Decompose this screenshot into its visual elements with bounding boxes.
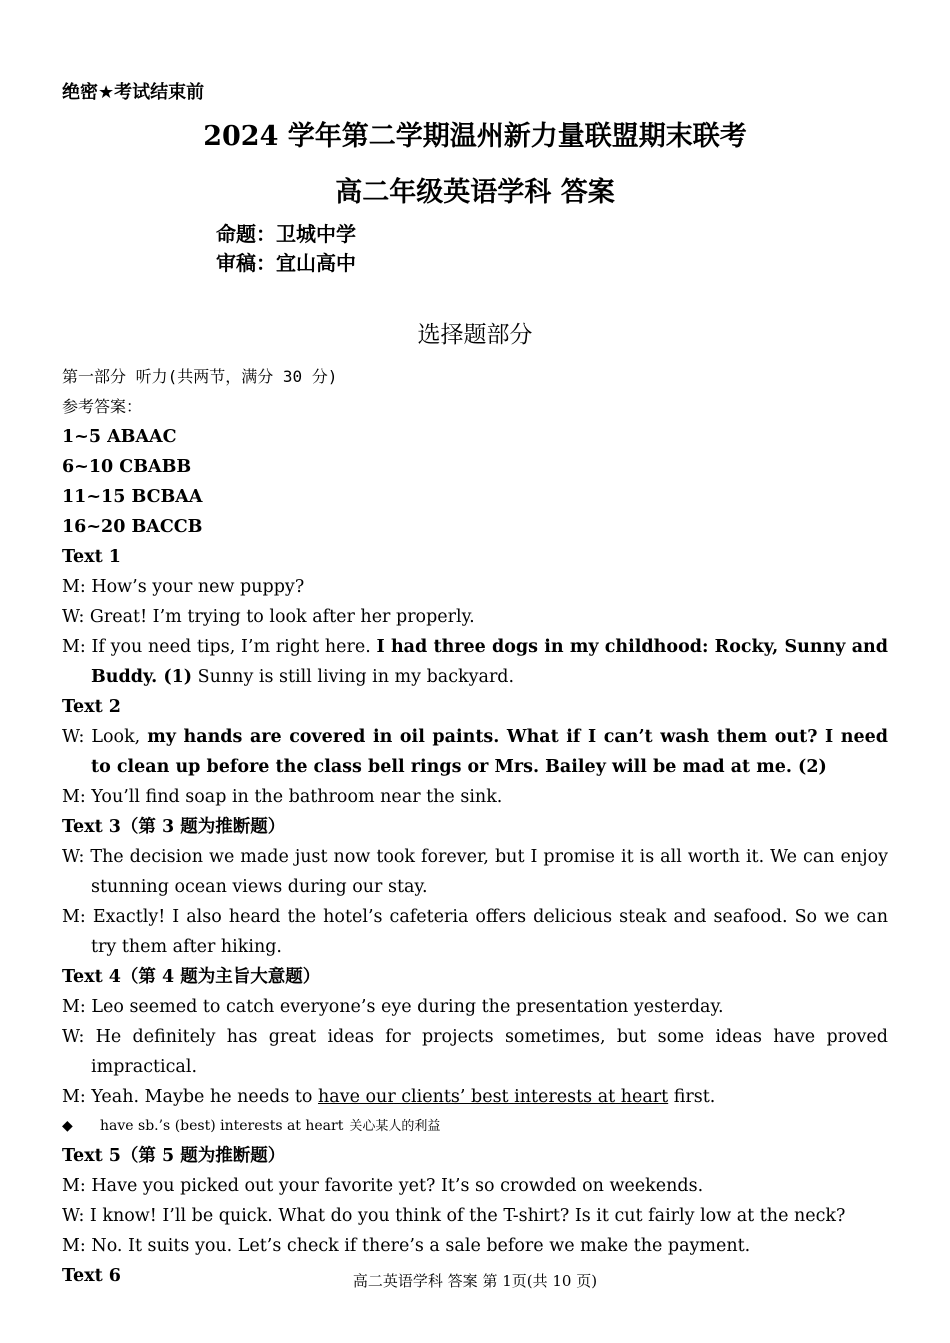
exam-subtitle: 高二年级英语学科 答案 <box>335 177 615 208</box>
dialogue-line: M: Leo seemed to catch everyone’s eye during the presentation yesterday. <box>62 997 724 1017</box>
dialogue-line: M: Have you picked out your favorite yet? It’s so crowded on weekends. <box>62 1176 704 1196</box>
section-title: 选择题部分 <box>417 322 533 348</box>
answer-row: 1~5 ABAAC <box>62 427 177 447</box>
dialogue-line <box>62 1082 888 1112</box>
diamond-bullet-icon: ◆ <box>62 1118 73 1134</box>
dialogue-text: M: If you need tips, I’m right here. <box>62 637 377 657</box>
answer-row: 16~20 BACCB <box>62 517 203 537</box>
dialogue-text: Sunny is still living in my backyard. <box>192 667 515 687</box>
answer-body <box>62 362 888 1291</box>
dialogue-line: M: How’s your new puppy? <box>62 577 305 597</box>
dialogue-line: M: No. It suits you. Let’s check if there’s a sale before we make the payment. <box>62 1236 751 1256</box>
note-phrase: have sb.’s (best) interests at heart <box>100 1118 344 1134</box>
dialogue-line <box>62 632 888 692</box>
dialogue-line <box>62 722 888 782</box>
dialogue-line: W: The decision we made just now took forever, but I promise it is all worth it. We can enjoy stunning ocean views during our stay. <box>62 847 888 897</box>
dialogue-line: M: You’ll find soap in the bathroom near the sink. <box>62 787 503 807</box>
underlined-phrase: have our clients’ best interests at heart <box>318 1087 669 1107</box>
answer-row: 6~10 CBABB <box>62 457 192 477</box>
confidential-mark: 绝密★考试结束前 <box>62 82 205 103</box>
key-sentence: I had three dogs in my childhood: Rocky, Sunny and Buddy. (1) <box>91 637 888 687</box>
text-label: Text 1 <box>62 547 121 567</box>
vocab-note <box>62 1112 888 1141</box>
proposer-line: 命题：卫城中学 <box>216 222 356 246</box>
dialogue-text: W: Look, <box>62 727 148 747</box>
dialogue-line: W: He definitely has great ideas for projects sometimes, but some ideas have proved impractical. <box>62 1027 888 1077</box>
text-label: Text 3（第 3 题为推断题） <box>62 817 286 837</box>
reviewer-line: 审稿：宜山高中 <box>216 251 356 275</box>
text-label: Text 5（第 5 题为推断题） <box>62 1146 286 1166</box>
answer-row: 11~15 BCBAA <box>62 487 203 507</box>
dialogue-text: first. <box>668 1087 716 1107</box>
note-meaning: 关心某人的利益 <box>349 1119 441 1134</box>
dialogue-text: M: Yeah. Maybe he needs to <box>62 1087 319 1107</box>
dialogue-line: W: I know! I’ll be quick. What do you think of the T-shirt? Is it cut fairly low at the neck? <box>62 1206 846 1226</box>
part-heading: 第一部分 听力(共两节，满分 30 分) <box>62 367 338 386</box>
text-label: Text 4（第 4 题为主旨大意题） <box>62 967 321 987</box>
dialogue-line: W: Great! I’m trying to look after her properly. <box>62 607 475 627</box>
answers-label: 参考答案： <box>62 397 143 416</box>
page-footer: 高二英语学科 答案 第 1页(共 10 页) <box>352 1272 598 1290</box>
exam-title: 2024 学年第二学期温州新力量联盟期末联考 <box>203 121 747 152</box>
text-label: Text 2 <box>62 697 121 717</box>
dialogue-line: M: Exactly! I also heard the hotel’s cafeteria offers delicious steak and seafood. So we can try them after hiking. <box>62 907 888 957</box>
text-label: Text 6 <box>62 1266 121 1286</box>
key-sentence: my hands are covered in oil paints. What if I can’t wash them out? I need to clean up before the class bell rings or Mrs. Bailey will be mad at me. (2) <box>91 727 888 777</box>
